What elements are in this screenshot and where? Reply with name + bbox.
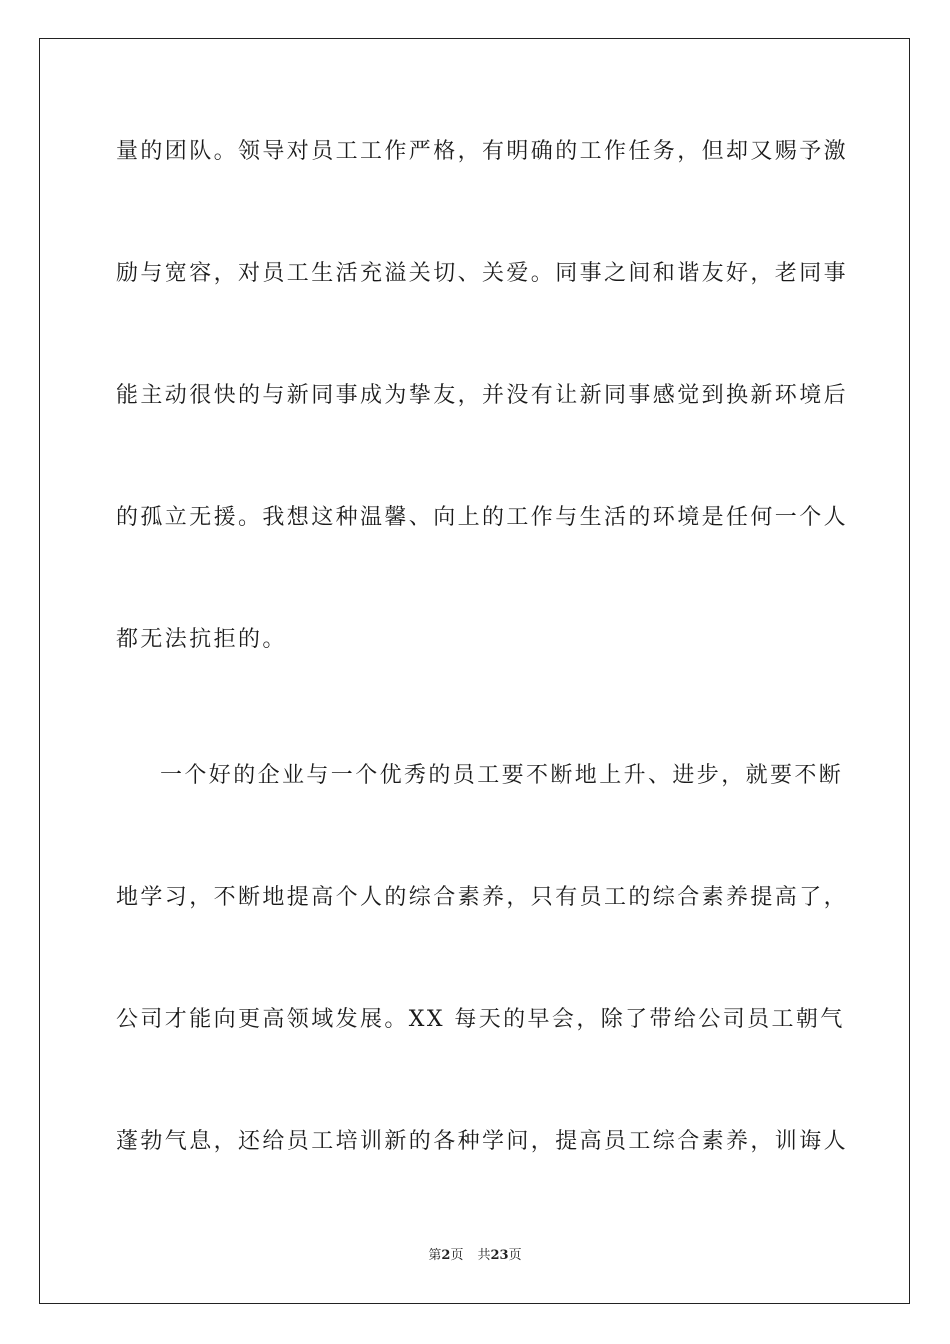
total-pages: 23 [490,1248,509,1263]
page-border [39,38,910,1304]
body-line-4: 的孤立无援。我想这种温馨、向上的工作与生活的环境是任何一个人 [116,505,849,530]
body-line-9: 蓬勃气息，还给员工培训新的各种学问，提高员工综合素养，训诲人 [116,1129,849,1154]
page-footer [0,1247,950,1265]
body-line-7: 地学习，不断地提高个人的综合素养，只有员工的综合素养提高了， [116,885,849,910]
body-line-2: 励与宽容，对员工生活充溢关切、关爱。同事之间和谐友好，老同事 [116,261,849,286]
body-line-1: 量的团队。领导对员工工作严格，有明确的工作任务，但却又赐予激 [116,139,849,164]
body-line-5: 都无法抗拒的。 [116,627,287,652]
page-label-prefix: 第 [428,1248,442,1263]
page-number: 2 [441,1248,451,1263]
page-label-suffix: 页 [450,1248,464,1263]
body-line-6: 一个好的企业与一个优秀的员工要不断地上升、进步，就要不断 [160,763,844,788]
body-line-3: 能主动很快的与新同事成为挚友，并没有让新同事感觉到换新环境后 [116,383,849,408]
total-label-prefix: 共 [477,1248,491,1263]
body-line-8: 公司才能向更高领域发展。XX 每天的早会，除了带给公司员工朝气 [116,1007,845,1032]
total-label-suffix: 页 [508,1248,522,1263]
